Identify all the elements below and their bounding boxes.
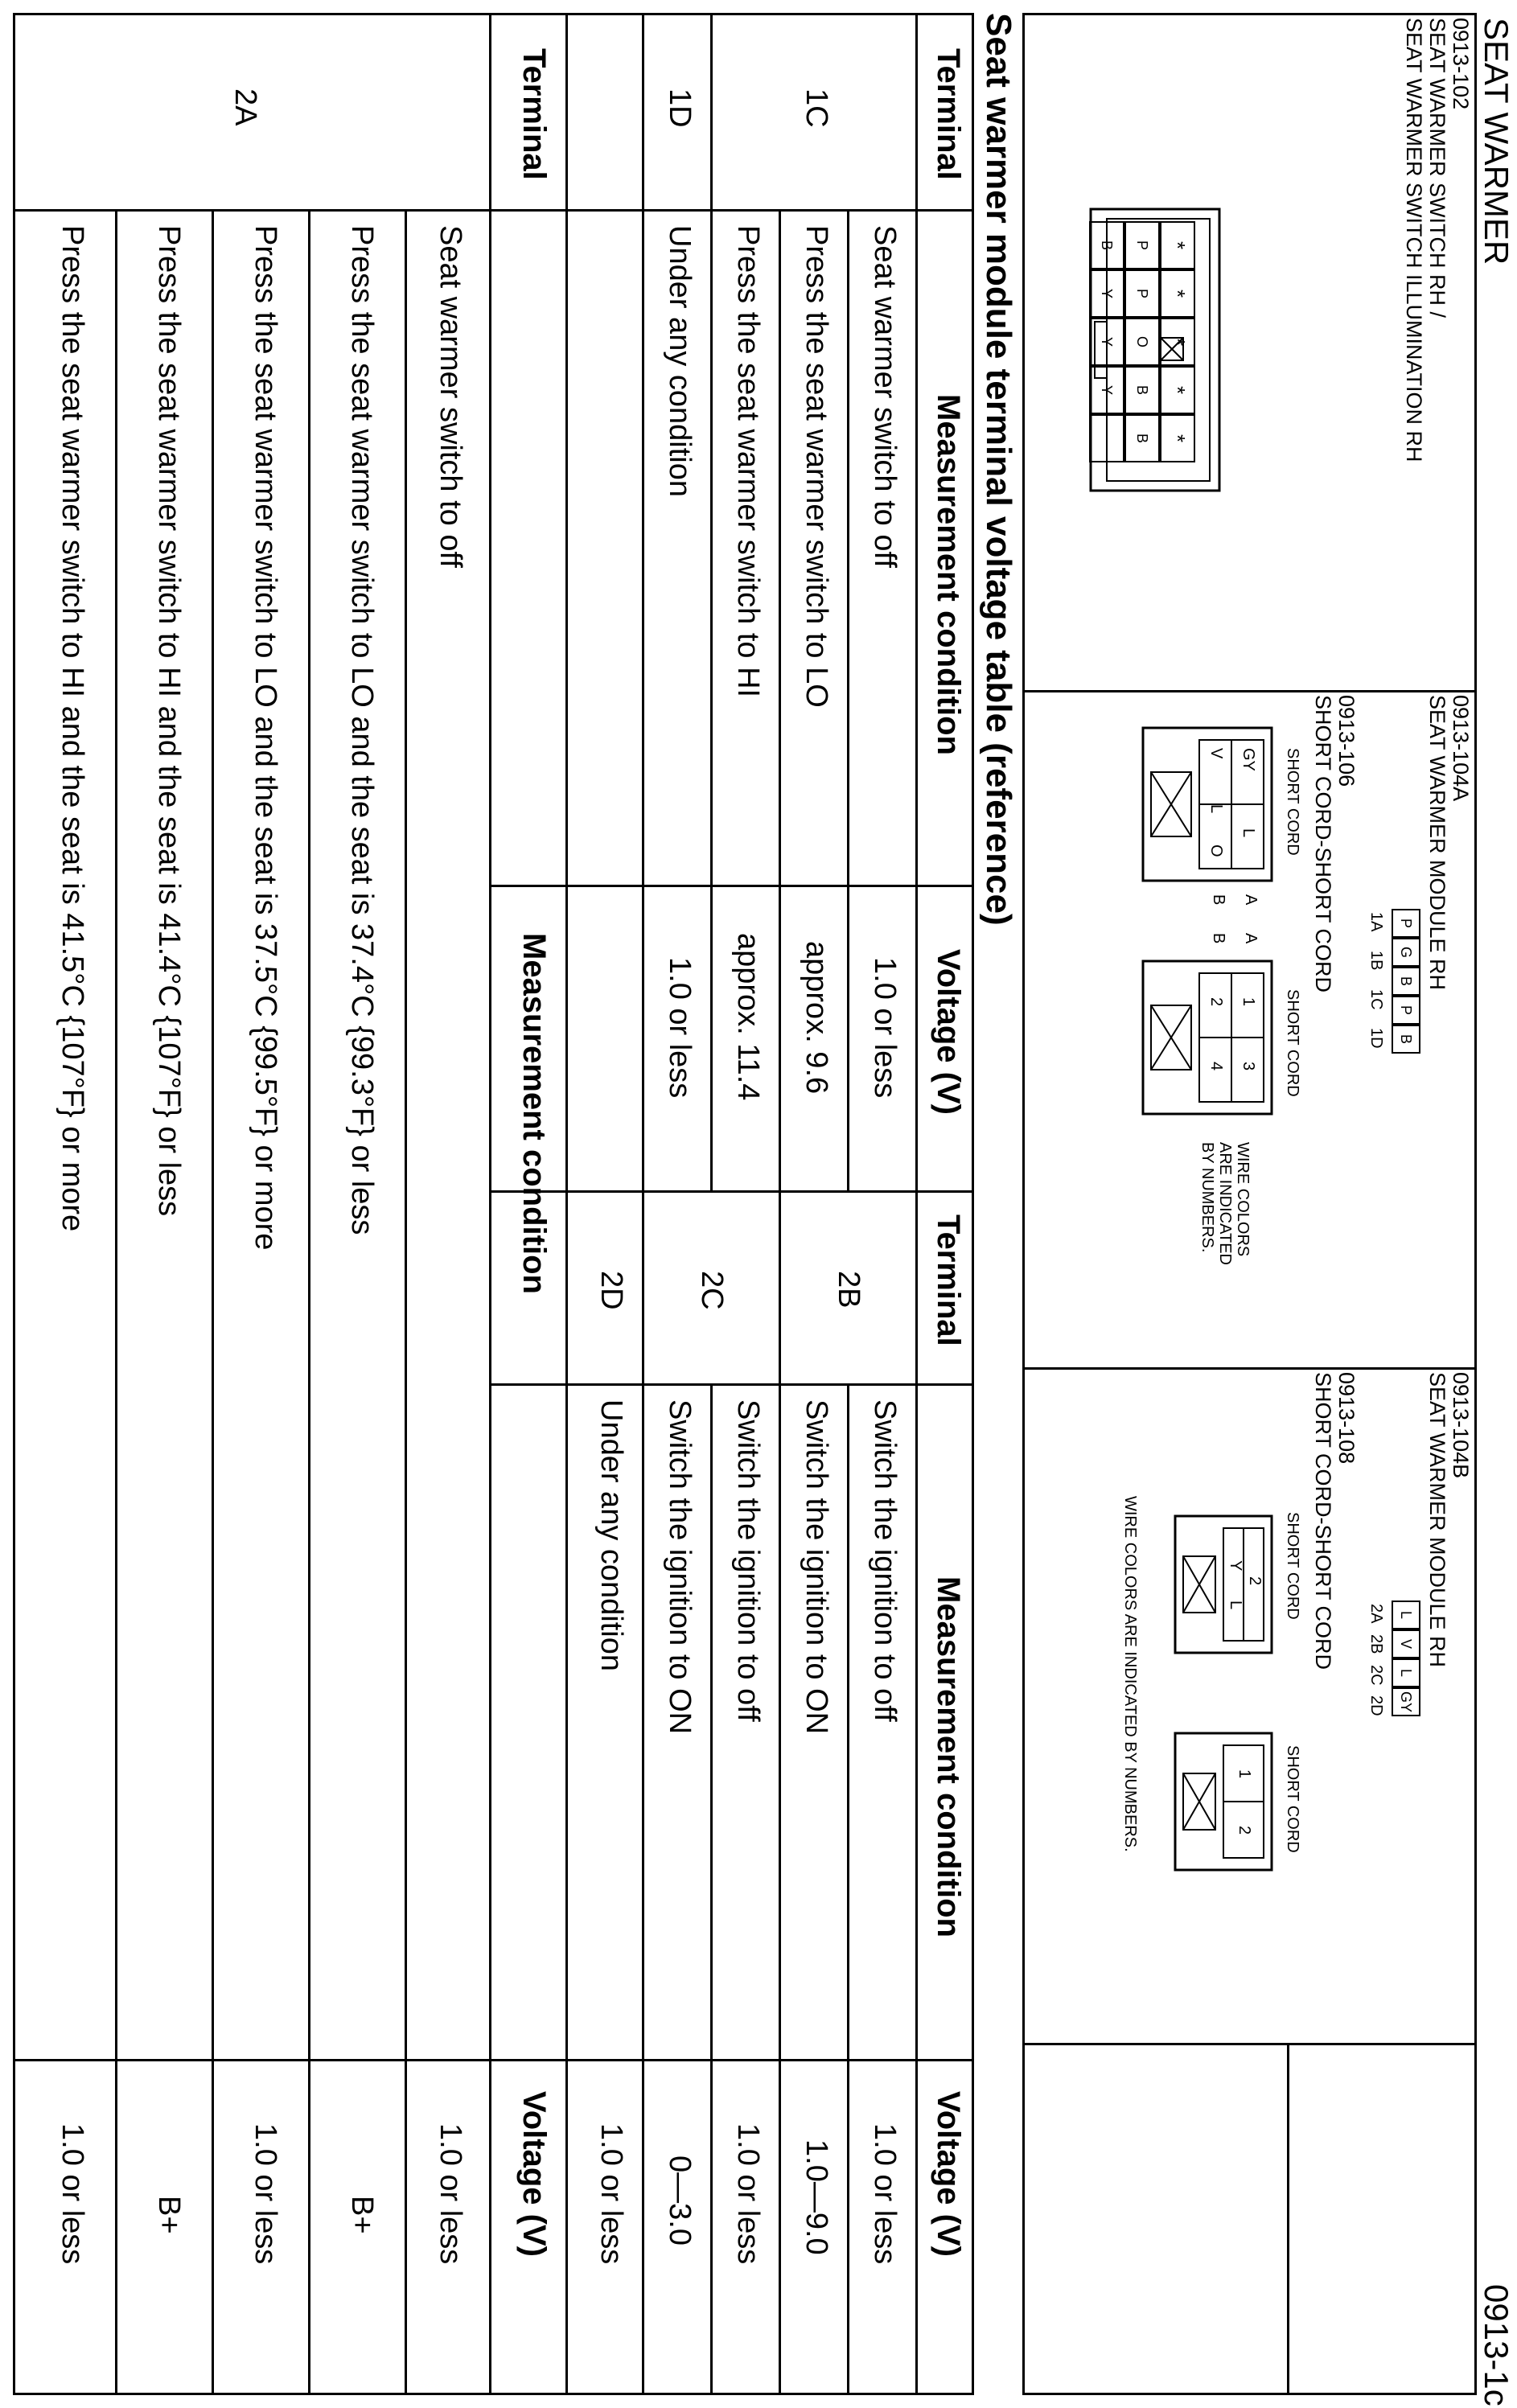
- pin-color: B: [1089, 221, 1124, 269]
- voltage-cell: 1.0—9.0: [800, 2139, 833, 2255]
- pin-number: 2: [1235, 1826, 1253, 1835]
- pin-color: P: [1392, 909, 1420, 938]
- side-a-label: A: [1242, 894, 1260, 906]
- connector-code-104a: 0913-104A: [1449, 695, 1473, 802]
- pin-number: 1: [1240, 997, 1257, 1007]
- pin-color: L: [1207, 804, 1225, 814]
- short-cord-label: SHORT CORD: [1284, 1745, 1301, 1853]
- pin-color: O: [1207, 844, 1225, 857]
- voltage-cell: 1.0 or less: [249, 2123, 282, 2265]
- connector-name-106: SHORT CORD-SHORT CORD: [1311, 695, 1335, 993]
- connector-102-pins: [1089, 221, 1195, 462]
- condition-cell: Press the seat warmer switch to LO and the seat is 37.4°C {99.3°F} or less: [345, 225, 379, 1235]
- table-title: Seat warmer module terminal voltage table (reference): [979, 13, 1018, 926]
- connector-name-102b: SEAT WARMER SWITCH ILLUMINATION RH: [1402, 18, 1426, 462]
- pin-color: Y: [1089, 366, 1124, 414]
- pin-color: P: [1124, 269, 1160, 318]
- connector-name-104a: SEAT WARMER MODULE RH: [1425, 695, 1449, 991]
- pin-number: 2: [1207, 997, 1225, 1007]
- condition-cell: Under any condition: [594, 1399, 628, 1671]
- col-divider: [491, 1190, 974, 1193]
- header-voltage: Voltage (V): [931, 949, 966, 1115]
- col-divider: [13, 2059, 974, 2061]
- terminal-label: 1D: [1367, 1028, 1385, 1049]
- pin-star: *: [1160, 414, 1195, 462]
- terminal-cell: 2A: [228, 88, 262, 126]
- header-terminal: Terminal: [931, 1214, 966, 1346]
- pin-star: *: [1160, 318, 1195, 366]
- row-divider: [710, 13, 713, 1190]
- header-terminal: Terminal: [931, 48, 966, 180]
- divider: [1022, 1367, 1477, 1370]
- short-cord-label: SHORT CORD: [1284, 748, 1301, 856]
- pin-color: L: [1240, 828, 1257, 838]
- pin-color: Y: [1227, 1560, 1244, 1572]
- row-divider: [915, 13, 918, 2395]
- voltage-cell: 1.0 or less: [594, 2123, 628, 2265]
- row-divider: [308, 209, 310, 2395]
- connector-108-left-pins: [1223, 1528, 1264, 1641]
- connector-104b-terminals: [1364, 1601, 1388, 1729]
- pin-color: V: [1392, 1629, 1420, 1658]
- header-condition: Measurement condition: [516, 933, 552, 1294]
- row-divider: [115, 209, 117, 2395]
- voltage-cell: approx. 11.4: [731, 933, 765, 1101]
- row-divider: [779, 209, 781, 1190]
- terminal-cell: 2B: [832, 1271, 865, 1309]
- row-divider: [642, 13, 644, 1190]
- divider: [1287, 2043, 1289, 2395]
- terminal-label: 2C: [1367, 1665, 1385, 1686]
- condition-cell: Press the seat warmer switch to LO and the seat is 37.5°C {99.5°F} or more: [249, 225, 282, 1251]
- condition-cell: Switch the ignition to off: [731, 1399, 765, 1722]
- condition-cell: Switch the ignition to off: [868, 1399, 902, 1722]
- pin-star: *: [1160, 221, 1195, 269]
- connector-code-102: 0913-102: [1449, 18, 1473, 110]
- connector-code-106: 0913-106: [1334, 695, 1359, 787]
- divider: [1022, 2043, 1477, 2045]
- voltage-cell: 1.0 or less: [434, 2123, 467, 2265]
- pin-star: *: [1160, 269, 1195, 318]
- pin-color: Y: [1089, 269, 1124, 318]
- pin-color: O: [1124, 318, 1160, 366]
- voltage-cell: 1.0 or less: [663, 957, 697, 1099]
- terminal-label: 2A: [1367, 1604, 1385, 1624]
- terminal-label: 2D: [1367, 1695, 1385, 1716]
- connector-104b-pins: [1388, 1601, 1420, 1729]
- pin-color: G: [1392, 938, 1420, 967]
- terminal-label: 1C: [1367, 989, 1385, 1010]
- row-divider: [710, 1383, 713, 2395]
- row-divider: [642, 1190, 644, 2395]
- wire-color-note-108: WIRE COLORS ARE INDICATED BY NUMBERS.: [1121, 1496, 1139, 1852]
- condition-cell: Press the seat warmer switch to HI: [731, 225, 765, 698]
- condition-cell: Press the seat warmer switch to HI and the seat is 41.5°C {107°F} or more: [56, 225, 89, 1232]
- terminal-label: 1A: [1367, 912, 1385, 932]
- voltage-cell: 1.0 or less: [731, 2123, 765, 2265]
- terminal-label: 2B: [1367, 1634, 1385, 1654]
- connector-106-right-pins: [1199, 973, 1264, 1102]
- condition-cell: Seat warmer switch to off: [434, 225, 467, 568]
- short-cord-label: SHORT CORD: [1284, 1512, 1301, 1620]
- pin-color: P: [1124, 221, 1160, 269]
- page-code: 0913-1c: [1478, 2284, 1515, 2406]
- connector-code-108: 0913-108: [1334, 1372, 1359, 1465]
- header-voltage: Voltage (V): [516, 2091, 552, 2257]
- pin-color: L: [1392, 1601, 1420, 1629]
- connector-108-right-pins: [1227, 1745, 1260, 1858]
- condition-cell: Press the seat warmer switch to LO: [800, 225, 833, 708]
- pin-color: [1089, 414, 1124, 462]
- condition-cell: Press the seat warmer switch to HI and the seat is 41.4°C {107°F} or less: [152, 225, 186, 1217]
- row-divider: [847, 209, 849, 1190]
- terminal-cell: 2D: [594, 1271, 628, 1310]
- row-divider: [847, 1383, 849, 2395]
- col-divider: [491, 885, 974, 887]
- pin-number: 1: [1235, 1769, 1253, 1779]
- connector-name-108: SHORT CORD-SHORT CORD: [1311, 1372, 1335, 1670]
- terminal-cell: 2C: [695, 1271, 729, 1310]
- pin-color: P: [1392, 996, 1420, 1025]
- col-divider: [491, 1383, 974, 1386]
- pin-color: GY: [1240, 748, 1257, 771]
- pin-color: V: [1207, 748, 1225, 759]
- pin-color: B: [1392, 1025, 1420, 1054]
- pin-number: 2: [1246, 1576, 1264, 1586]
- voltage-cell: B+: [152, 2196, 186, 2234]
- connector-104a-terminals: [1364, 909, 1388, 1054]
- pin-color: L: [1392, 1658, 1420, 1687]
- voltage-cell: 1.0 or less: [56, 2123, 89, 2265]
- voltage-cell: B+: [345, 2196, 379, 2234]
- header-terminal: Terminal: [516, 48, 552, 180]
- terminal-cell: 1D: [663, 88, 697, 128]
- connector-108-right-housing: [1171, 1729, 1276, 1874]
- terminal-label: 1B: [1367, 951, 1385, 971]
- connector-106-left-pins: [1199, 740, 1264, 869]
- divider: [1022, 690, 1477, 692]
- row-divider: [565, 13, 568, 2395]
- header-voltage: Voltage (V): [931, 2091, 966, 2257]
- row-divider: [489, 13, 491, 2395]
- pin-color: B: [1124, 414, 1160, 462]
- page-title: SEAT WARMER: [1478, 18, 1515, 265]
- header-condition: Measurement condition: [931, 1576, 966, 1937]
- voltage-cell: 1.0 or less: [868, 2123, 902, 2265]
- voltage-cell: approx. 9.6: [800, 941, 833, 1095]
- connector-name-104b: SEAT WARMER MODULE RH: [1425, 1372, 1449, 1668]
- pin-color: Y: [1089, 318, 1124, 366]
- pin-color: B: [1392, 967, 1420, 996]
- pin-number: 4: [1207, 1062, 1225, 1071]
- side-b-label: B: [1210, 894, 1227, 906]
- short-cord-label: SHORT CORD: [1284, 989, 1301, 1097]
- condition-cell: Seat warmer switch to off: [868, 225, 902, 568]
- rotated-page: SEAT WARMER 0913-1c 0913-102 SEAT WARMER SWITCH RH / SEAT WARMER SWITCH ILLUMINATION RH * * * * * P P O B B B Y Y Y 0913-104A SEAT WARMER MODULE RH P G B P B 1A 1B 1C 1D 0913-106 SHORT CORD-SHORT CORD SHORT CORD SHORT CORD GY L V L O A B A B 1 3 2 4 WIRE COLORS ARE INDICATED BY NUMBERS. 0913-104B SEAT WARMER MODULE RH L V L GY 2A 2B 2C 2D 0913-108 SHORT CORD-SHORT CORD SHORT CORD SHORT CORD 2 Y L 1 2 WIRE COLORS ARE INDICATED BY NUMBERS. Seat warmer module terminal voltage table (reference) Terminal Measurement condition Voltage (V) Terminal Measurement condition Voltage (V) 1C 1D Seat warmer switch to off Press the seat warmer switch to LO Press the seat warmer switch to HI Under any condition 1.0 or less approx. 9.6 approx. 11.4 1.0 or less 2B 2C 2D Switch the ignition to off Switch the ignition to ON Switch the ignition to off Switch the ignition to ON Under any condition 1.0 or less 1.0—9.0 1.0 or less 0—3.0 1.0 or less Terminal Measurement condition Voltage (V) 2A Seat warmer switch to off Press the seat warmer switch to LO and the seat is 37.4°C {99.3°F} or less Press the seat warmer switch to LO and the seat is 37.5°C {99.5°F} or more Press the seat warmer switch to HI and the seat is 41.4°C {107°F} or less Press the seat warmer switch to HI and the seat is 41.5°C {107°F} or more 1.0 or less B+ 1.0 or less B+ 1.0 or less: [0, 0, 1517, 2408]
- pin-color: L: [1227, 1601, 1244, 1610]
- voltage-cell: 1.0 or less: [868, 957, 902, 1099]
- header-condition: Measurement condition: [931, 394, 966, 755]
- row-divider: [212, 209, 214, 2395]
- row-divider: [779, 1190, 781, 2395]
- connector-name-102: SEAT WARMER SWITCH RH /: [1425, 18, 1449, 318]
- pin-star: *: [1160, 366, 1195, 414]
- side-b-label: B: [1210, 933, 1227, 944]
- side-a-label: A: [1242, 933, 1260, 944]
- col-divider: [13, 209, 568, 212]
- condition-cell: Switch the ignition to ON: [663, 1399, 697, 1735]
- condition-cell: Switch the ignition to ON: [800, 1399, 833, 1735]
- pin-color: B: [1124, 366, 1160, 414]
- condition-cell: Under any condition: [663, 225, 697, 497]
- terminal-cell: 1C: [800, 88, 833, 128]
- voltage-cell: 0—3.0: [663, 2155, 697, 2246]
- connector-code-104b: 0913-104B: [1449, 1372, 1473, 1479]
- pin-number: 3: [1240, 1062, 1257, 1071]
- pin-color: GY: [1392, 1687, 1420, 1716]
- row-divider: [405, 209, 407, 2395]
